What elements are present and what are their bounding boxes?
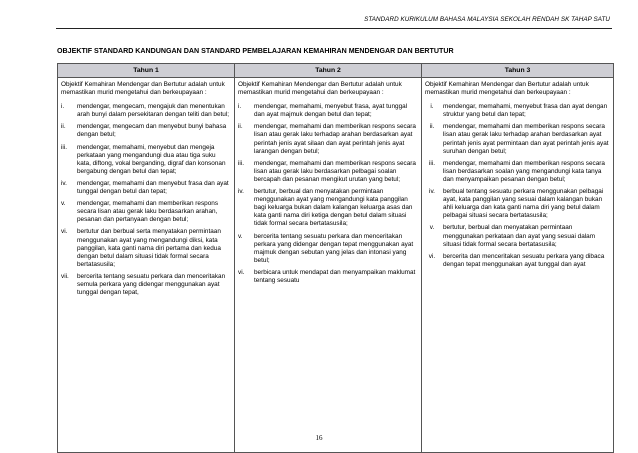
item-text: mendengar, memahami dan memberikan respons secara lisan berdasarkan soalan yang mengandungi kata tanya dan menyampaikan pesanan dengan betul; [443, 159, 605, 183]
objective-list [425, 103, 610, 269]
item-number: vi. [238, 268, 245, 276]
item-number: iii. [61, 143, 68, 151]
item-text: mendengar, memahami, menyebut frasa dan ayat dengan struktur yang betul dan tepat; [443, 103, 608, 119]
column-tahun-3 [422, 78, 614, 453]
item-number: iii. [428, 159, 436, 167]
objectives-table [57, 63, 614, 453]
column-intro: Objektif Kemahiran Mendengar dan Bertutur adalah untuk memastikan murid mengetahui dan berkeupayaan : [61, 81, 225, 97]
objective-item [425, 123, 610, 155]
running-header: STANDARD KURIKULUM BAHASA MALAYSIA SEKOLAH RENDAH SK TAHAP SATU [364, 16, 610, 23]
objective-item [238, 123, 418, 155]
objective-item [61, 180, 231, 196]
header-rule [56, 28, 612, 29]
item-text: bertutur, berbual dan menyatakan permintaan menggunakan perkataan dan ayat yang sesuai dalam situasi tidak formal secara bertatasusila; [443, 224, 596, 248]
item-text: mendengar, memahami, menyebut dan mengeja perkataan yang mengandungi dua atau tiga suku kata, diftong, vokal berganding, digraf dan konsonan bergabung dengan betul dan tepat; [77, 143, 226, 175]
item-text: bercerita tentang sesuatu perkara dan menceritakan semula perkara yang didengar menggunakan ayat tunggal dengan tepat, [77, 272, 226, 297]
item-text: mendengar, memahami dan memberikan respons secara lisan atau gerak laku berdasarkan arahan, pesanan dan pertanyaan dengan betul; [77, 200, 219, 224]
item-text: mendengar, mengecam, mengajuk dan menentukan arah bunyi dalam persekitaran dengan teliti dan betul; [77, 103, 230, 119]
objective-item [238, 103, 418, 119]
column-tahun-1 [58, 78, 235, 453]
objective-item [61, 123, 231, 139]
item-text: mendengar, memahami dan memberikan respons secara lisan atau gerak laku berdasarkan pelbagai soalan bercapah dan pesanan mengikut urutan yang betul; [254, 159, 416, 183]
item-number: v. [429, 224, 435, 232]
item-number: iv. [238, 188, 244, 196]
column-heading-tahun-1: Tahun 1 [58, 64, 235, 78]
item-number: v. [61, 200, 66, 208]
item-number: vi. [428, 252, 436, 260]
item-number: iv. [429, 188, 435, 196]
document-title: OBJEKTIF STANDARD KANDUNGAN DAN STANDARD PEMBELAJARAN KEMAHIRAN MENDENGAR DAN BERTUTUR [57, 47, 454, 55]
objective-item [61, 103, 231, 119]
objective-item [61, 144, 231, 176]
objective-item [425, 253, 610, 269]
item-number: i. [238, 103, 242, 111]
item-text: mendengar, mengecam dan menyebut bunyi bahasa dengan betul; [77, 123, 227, 139]
item-number: ii. [61, 123, 66, 131]
objective-item [238, 269, 418, 285]
item-text: mendengar, memahami dan memberikan respons secara lisan atau gerak laku terhadap arahan berdasarkan ayat perintah jenis ayat permintaan dan ayat perintah jenis ayat suruhan dengan betul; [443, 123, 609, 155]
page-number: 16 [315, 434, 323, 442]
item-text: bercerita tentang sesuatu perkara dan menceritakan perkara yang didengar dengan tepat menggunakan ayat majmuk dengan sebutan yang jelas dan intonasi yang betul; [254, 232, 414, 264]
objective-list [238, 103, 418, 285]
objective-item [61, 273, 231, 297]
objective-item [425, 103, 610, 119]
objective-item [238, 233, 418, 265]
column-tahun-2 [235, 78, 422, 453]
item-number: i. [61, 103, 65, 111]
objective-item [61, 228, 231, 268]
objective-item [425, 160, 610, 184]
column-heading-tahun-3: Tahun 3 [422, 64, 614, 78]
item-text: berbicara untuk mendapat dan menyampaikan maklumat tentang sesuatu [254, 268, 416, 284]
item-number: vi. [61, 228, 68, 236]
item-text: mendengar, memahami dan memberikan respons secara lisan atau gerak laku terhadap arahan berdasarkan ayat perintah jenis ayat silaan dan ayat perintah jenis ayat larangan dengan betul; [254, 123, 416, 155]
item-number: ii. [429, 123, 435, 131]
item-number: ii. [238, 123, 243, 131]
item-number: iii. [238, 159, 245, 167]
column-intro: Objektif Kemahiran Mendengar dan Bertutur adalah untuk memastikan murid mengetahui dan berkeupayaan : [425, 81, 589, 97]
item-text: bertutur dan berbual serta menyatakan permintaan menggunakan ayat yang mengandungi diksi, kata panggilan, kata ganti nama diri pertama dan kedua dengan betul dalam situasi tidak formal secara bertatasusila; [77, 228, 221, 268]
item-text: bertutur, berbual dan menyatakan permintaan menggunakan ayat yang mengandungi kata panggilan bagi keluarga bukan dalam kalangan keluarga asas dan kata ganti nama diri ketiga dengan betul dalam situasi tidak formal secara bertatasusila; [254, 188, 413, 228]
item-number: i. [430, 103, 434, 111]
item-text: mendengar, memahami, menyebut frasa, ayat tunggal dan ayat majmuk dengan betul dan tepat; [254, 103, 408, 119]
objective-item [425, 188, 610, 220]
item-text: berbual tentang sesuatu perkara menggunakan pelbagai ayat, kata panggilan yang sesuai dalam kalangan bukan ahli keluarga dan kata ganti nama diri yang betul dalam pelbagai situasi secara bertatasusila; [443, 188, 604, 220]
item-text: bercerita dan menceritakan sesuatu perkara yang dibaca dengan tepat menggunakan ayat tunggal dan ayat [443, 252, 605, 268]
item-number: vii. [61, 272, 69, 280]
column-heading-tahun-2: Tahun 2 [235, 64, 422, 78]
item-text: mendengar, memahami dan menyebut frasa dan ayat tunggal dengan betul dan tepat; [77, 179, 229, 196]
column-intro: Objektif Kemahiran Mendengar dan Bertutur adalah untuk memastikan murid mengetahui dan berkeupayaan : [238, 81, 402, 97]
objective-item [238, 188, 418, 228]
objective-item [238, 160, 418, 184]
objective-list [61, 103, 231, 297]
item-number: v. [238, 232, 243, 240]
item-number: iv. [61, 179, 67, 187]
objective-item [425, 224, 610, 248]
objective-item [61, 200, 231, 224]
